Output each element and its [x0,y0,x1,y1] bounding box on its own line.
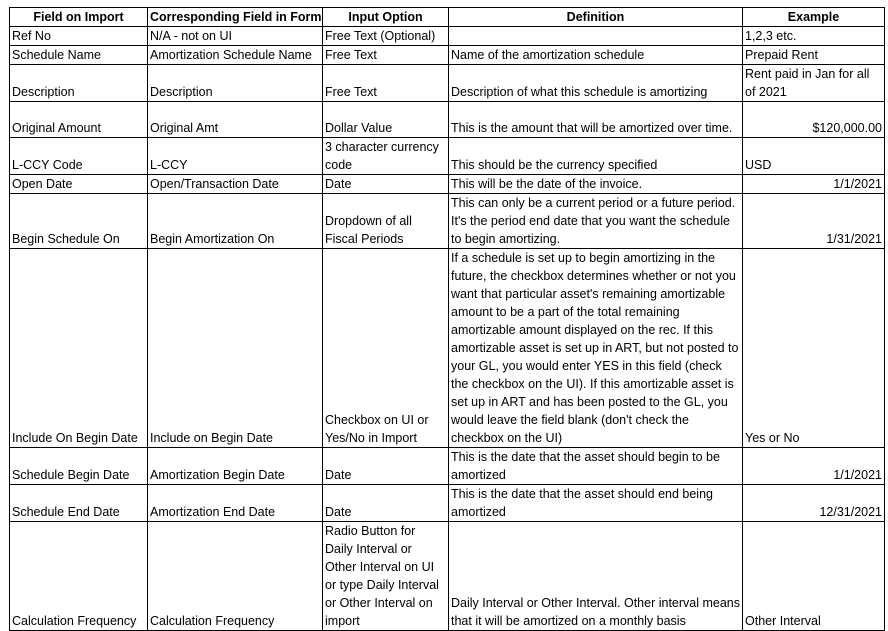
cell-example: Prepaid Rent [743,46,885,65]
cell-example: Rent paid in Jan for all of 2021 [743,65,885,102]
table-row [10,65,885,102]
cell-example: $120,000.00 [743,102,885,138]
cell-input-option: Free Text (Optional) [323,27,449,46]
cell-input-option: Checkbox on UI or Yes/No in Import [323,249,449,448]
header-row [10,8,885,27]
header-form-field: Corresponding Field in Form [148,8,323,27]
cell-input-option: 3 character currency code [323,138,449,175]
cell-definition: This is the date that the asset should end being amortized [449,485,743,522]
cell-form-field: Include on Begin Date [148,249,323,448]
cell-definition: Name of the amortization schedule [449,46,743,65]
cell-example: Other Interval [743,522,885,631]
cell-field: Schedule End Date [10,485,148,522]
header-field-on-import: Field on Import [10,8,148,27]
cell-example: 1/1/2021 [743,448,885,485]
cell-definition: This can only be a current period or a future period. It's the period end date that you want the schedule to begin amortizing. [449,194,743,249]
cell-definition: Daily Interval or Other Interval. Other interval means that it will be amortized on a monthly basis [449,522,743,631]
table-row [10,46,885,65]
cell-example: 1,2,3 etc. [743,27,885,46]
table-row [10,138,885,175]
header-definition: Definition [449,8,743,27]
cell-definition: Description of what this schedule is amortizing [449,65,743,102]
table-row [10,27,885,46]
table-row [10,102,885,138]
field-mapping-table [9,7,885,631]
cell-field: Original Amount [10,102,148,138]
cell-example: 1/1/2021 [743,175,885,194]
cell-form-field: Open/Transaction Date [148,175,323,194]
cell-form-field: Description [148,65,323,102]
table-row [10,194,885,249]
cell-input-option: Date [323,448,449,485]
cell-field: Schedule Name [10,46,148,65]
cell-example: Yes or No [743,249,885,448]
header-input-option: Input Option [323,8,449,27]
cell-input-option: Radio Button for Daily Interval or Other Interval on UI or type Daily Interval or Other Interval on import [323,522,449,631]
cell-field: Calculation Frequency [10,522,148,631]
cell-definition: This is the date that the asset should begin to be amortized [449,448,743,485]
cell-input-option: Date [323,485,449,522]
cell-field: L-CCY Code [10,138,148,175]
cell-input-option: Free Text [323,65,449,102]
cell-input-option: Dollar Value [323,102,449,138]
table-row [10,175,885,194]
cell-field: Include On Begin Date [10,249,148,448]
cell-input-option: Dropdown of all Fiscal Periods [323,194,449,249]
cell-form-field: Amortization End Date [148,485,323,522]
cell-input-option: Date [323,175,449,194]
cell-field: Ref No [10,27,148,46]
cell-example: 12/31/2021 [743,485,885,522]
table-row [10,249,885,448]
cell-example: USD [743,138,885,175]
cell-form-field: L-CCY [148,138,323,175]
cell-definition: If a schedule is set up to begin amortizing in the future, the checkbox determines whether or not you want that particular asset's remaining amortizable amount to be a part of the total remaining amortizable amount displayed on the rec. If this amortizable asset is set up in ART, but not posted to your GL, you would enter YES in this field (check the checkbox on the UI). If this amortizable asset is set up in ART and has been posted to the GL, you would leave the field blank (don't check the checkbox on the UI) [449,249,743,448]
cell-definition: This will be the date of the invoice. [449,175,743,194]
table-row [10,485,885,522]
cell-form-field: Amortization Begin Date [148,448,323,485]
cell-definition: This should be the currency specified [449,138,743,175]
cell-form-field: Calculation Frequency [148,522,323,631]
cell-field: Description [10,65,148,102]
cell-form-field: Amortization Schedule Name [148,46,323,65]
cell-field: Schedule Begin Date [10,448,148,485]
cell-example: 1/31/2021 [743,194,885,249]
header-example: Example [743,8,885,27]
cell-form-field: Original Amt [148,102,323,138]
cell-field: Begin Schedule On [10,194,148,249]
cell-field: Open Date [10,175,148,194]
cell-definition: This is the amount that will be amortized over time. [449,102,743,138]
cell-definition [449,27,743,46]
cell-form-field: N/A - not on UI [148,27,323,46]
cell-input-option: Free Text [323,46,449,65]
table-row [10,448,885,485]
cell-form-field: Begin Amortization On [148,194,323,249]
table-row [10,522,885,631]
